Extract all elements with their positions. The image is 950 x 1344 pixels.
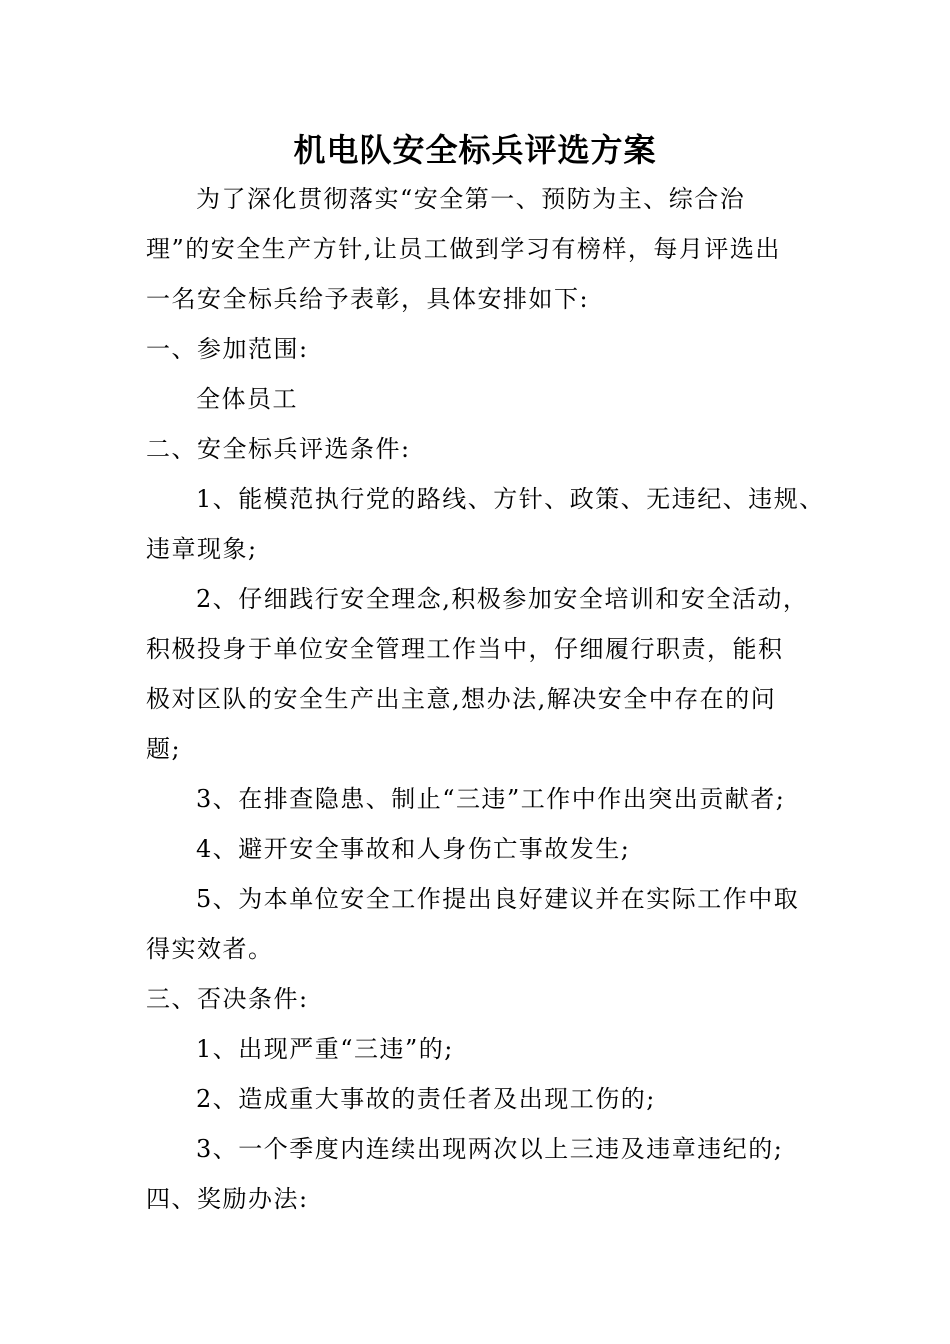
- section-heading: 一、参加范围:: [146, 335, 309, 363]
- list-item-line: 积极投身于单位安全管理工作当中，仔细履行职责，能积: [146, 635, 784, 663]
- list-item-line: 3、一个季度内连续出现两次以上三违及违章违纪的;: [196, 1135, 784, 1163]
- body-line: 全体员工: [196, 385, 298, 413]
- document-title: 机电队安全标兵评选方案: [293, 131, 657, 169]
- list-item-line: 得实效者。: [146, 935, 274, 963]
- list-item-line: 题;: [146, 735, 182, 763]
- section-heading: 二、安全标兵评选条件:: [146, 435, 411, 463]
- list-item-line: 2、仔细践行安全理念,积极参加安全培训和安全活动，: [196, 585, 809, 613]
- list-item-line: 1、能模范执行党的路线、方针、政策、无违纪、违规、: [196, 485, 825, 513]
- section-heading: 四、奖励办法:: [146, 1185, 309, 1213]
- section-heading: 三、否决条件:: [146, 985, 309, 1013]
- list-item-line: 5、为本单位安全工作提出良好建议并在实际工作中取: [196, 885, 800, 913]
- list-item-line: 1、出现严重“三违”的;: [196, 1035, 454, 1063]
- list-item-line: 违章现象;: [146, 535, 258, 563]
- list-item-line: 2、造成重大事故的责任者及出现工伤的;: [196, 1085, 656, 1113]
- intro-line: 一名安全标兵给予表彰，具体安排如下:: [146, 285, 590, 313]
- list-item-line: 4、避开安全事故和人身伤亡事故发生;: [196, 835, 631, 863]
- list-item-line: 3、在排查隐患、制止“三违”工作中作出突出贡献者;: [196, 785, 786, 813]
- intro-line: 理”的安全生产方针,让员工做到学习有榜样，每月评选出: [146, 235, 781, 263]
- list-item-line: 极对区队的安全生产出主意,想办法,解决安全中存在的问: [146, 685, 777, 713]
- intro-line: 为了深化贯彻落实“安全第一、预防为主、综合治: [196, 185, 746, 213]
